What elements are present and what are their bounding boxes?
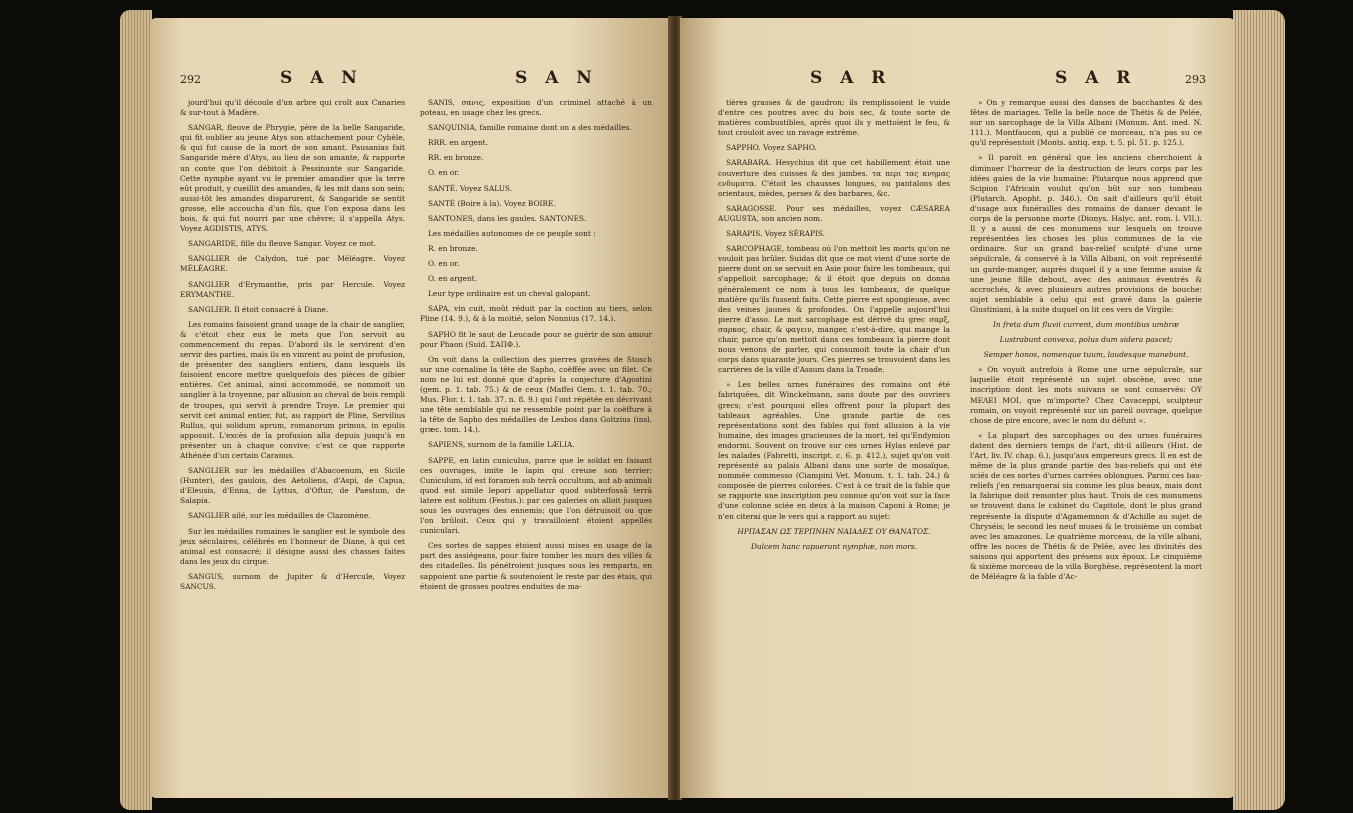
paragraph: SARCOPHAGE, tombeau où l'on mettoit les morts qu'on ne vouloit pas brûler. Suidas dit que ce mot vient d'une sorte de pierre dont on se servoit en Asie pour faire les tombeaux, qui s'appelloit sarcophage; & il étoit que depuis on donna généralement ce nom à tous les tombeaux, de quelque matière qu'ils fussent faits. Cette pierre est spongieuse, avec des veines jaunes & profondes. On l'appelle aujourd'hui pierre d'asso. Le mot sarcophage est dérivé du grec σαρξ, σαρκος, chair, & φαγειν, manger, c'est-à-dire, qui mange la chair, parce qu'on mettoit dans ces tombeaux la pierre dont nous venons de parler, qui consumoit toute la chair d'un corps dans quarante jours. Ces pierres se trouvoient dans les carrières de la ville d'Assum dans la Troade. xyxy=(718,244,950,375)
paragraph: Ces sortes de sappes étoient aussi mises en usage de la part des assiégeans, pour faire tomber les murs des villes & des citadelles. Ils pénétroient jusques sous les remparts, en sappoient une partie & soutenoient le reste par des étais, qui étoient de grosses poutres enduites de ma- xyxy=(420,541,652,591)
left-running-head-2: S A N xyxy=(515,68,598,88)
paragraph: SANGLIER. Il étoit consacré à Diane. xyxy=(188,304,329,314)
left-page-edges xyxy=(120,10,152,810)
paragraph: jourd'hui qu'il découle d'un arbre qui croît aux Canaries & sur-tout à Madère. xyxy=(180,98,405,118)
paragraph: SANGAR, fleuve de Phrygie, père de la belle Sangaride, qui fit oublier au jeune Atys son attachement pour Cybèle, & qui fut cause de la mort de son amant. Pausanias fait Sangaride mère d'Atys, au lieu de son amante, & rapporte un conte que l'on débitoit à Pessinunte sur Sangaride. Cette nymphe ayant vu le premier amandier que la terre eût produit, y cueillit des amandes, & les mit dans son sein; aussi-tôt les amandes disparurent, & Sangaride se sentit grosse, elle accoucha d'un fils, que l'on exposa dans les bois, & qui fut nourri par une chèvre; il s'appella Atys. Voyez AGDISTIS, ATYS. xyxy=(180,123,405,234)
paragraph: Lustrabunt convexa, polus dum sidera pascet; xyxy=(999,335,1173,345)
paragraph: « La plupart des sarcophages ou des urnes funéraires datent des derniers temps de l'art, dit-il ailleurs (Hist. de l'Art, liv. IV. chap. 6.), jusqu'aux empereurs grecs. Il en est de même de la plus grande partie des bas-reliefs qui ont été sciés de ces sortes d'urnes carrées oblongues. Parmi ces bas-reliefs j'en remarquerai six comme les plus beaux, mais dont la fabrique doit remonter plus haut. Trois de ces monumens se trouvent dans le cabinet du Capitole, dont le plus grand représente la dispute d'Agamemnon & d'Achille au sujet de Chryséis; le second les neuf muses & le troisième un combat avec les amazones. Le quatrième morceau, de la ville albani, offre les noces de Thétis & de Pelée, avec les divinités des saisons qui apportent des présens aux époux. Le cinquième & sixième morceau de la villa Borghèse, représentent la mort de Méléagre & la fable d'Ac- xyxy=(970,430,1202,582)
paragraph: SANTÉ (Boire à la). Voyez BOIRE. xyxy=(428,198,556,208)
paragraph: O. en or. xyxy=(428,259,460,269)
paragraph: SAPA, vin cuit, moût réduit par la coction au tiers, selon Pline (14. 9.), & à la moitié, selon Nonnius (17. 14.). xyxy=(420,304,652,324)
paragraph: » On y remarque aussi des danses de bacchantes & des fêtes de mariages. Telle la belle noce de Thétis & de Pelée, sur un sarcophage de la Villa Albani (Monum. Ant. ined. N. 111.). Montfaucon, qui a publié ce morceau, n'a pas su ce qu'il représentoit (Monts. antiq. exp. t. 5. pl. 51. p. 125.). xyxy=(970,98,1202,148)
right-page-edges xyxy=(1233,10,1285,810)
right-column-2 xyxy=(970,98,1202,587)
paragraph: SARAPIS. Voyez SÉRAPIS. xyxy=(726,229,825,239)
right-page-number: 293 xyxy=(1185,73,1206,86)
left-column-2 xyxy=(420,98,652,597)
paragraph: SAPIENS, surnom de la famille LÆLIA. xyxy=(428,440,575,450)
paragraph: » On voyoit autrefois à Rome une urne sépulcrale, sur laquelle étoit représenté un sujet obscène, avec une inscription dont les mots suivans se sont conservés: ΟΥ ΜΕΛΕΙ ΜΟΙ, que m'importe? Chez Cavaceppi, sculpteur romain, on voyoit représenté sur un pareil ouvrage, quelque chose de pire encore, avec le nom du défunt «. xyxy=(970,365,1202,425)
paragraph: RR. en bronze. xyxy=(428,153,484,163)
right-running-head-2: S A R xyxy=(1055,68,1137,88)
paragraph: SAPPHO. Voyez SAPHO. xyxy=(726,143,817,153)
paragraph: SARAGOSSE. Pour ses médailles, voyez CÆSAREA AUGUSTA, son ancien nom. xyxy=(718,203,950,223)
paragraph: O. en argent. xyxy=(428,274,477,284)
paragraph: SANGLIER de Calydon, tué par Méléagre. Voyez MÉLÉAGRE. xyxy=(180,254,405,274)
paragraph: SANGLIER sur les médailles d'Abacoenum, en Sicile (Hunter), des gaulois, des Aetoliens, d'Aspi, de Capua, d'Eleusis, d'Enna, de Lyttus, d'Oftur, de Paestum, de Salapia. xyxy=(180,466,405,506)
paragraph: On voit dans la collection des pierres gravées de Stosch sur une cornaline la tête de Sapho, coëffée avec un filet. Ce nom ne lui est donné que d'après la conjecture d'Agostini (gem. p. 1. tab. 75.) & de ceux (Maffei Gem. t. 1. tab. 70.; Mus. Flor. t. 1. tab. 37. n. 8. 9.) qui l'ont répétée en décrivant une tête semblable qui ne ressemble point par la coëffure à la tête de Sapho des médailles de Lesbos dans Goltzius (insl. græc. tom. 14.). xyxy=(420,354,652,435)
paragraph: Semper honos, nomenque tuum, laudesque manebunt. xyxy=(983,350,1189,360)
left-page-number: 292 xyxy=(180,73,201,86)
paragraph: SANTONES, dans les gaules. SANTONES. xyxy=(428,213,587,223)
paragraph: SANQUINIA, famille romaine dont on a des médailles. xyxy=(428,123,632,133)
paragraph: R. en bronze. xyxy=(428,243,478,253)
paragraph: SARABARA. Hesychius dit que cet habillement étoit une couverture des cuisses & des jambes. τα περι τας κνημας ενδυματα. C'étoit les chausses longues, ou pantalons des orientaux, mèdes, perses & des barbares, &c. xyxy=(718,158,950,198)
paragraph: In freta dum fluvii current, dum montibus umbræ xyxy=(993,319,1179,329)
left-column-1 xyxy=(180,98,405,597)
paragraph: SANIS, σανις, exposition d'un criminel attaché à un poteau, en usage chez les grecs. xyxy=(420,98,652,118)
paragraph: SANGUS, surnom de Jupiter & d'Hercule, Voyez SANCUS. xyxy=(180,571,405,592)
paragraph: SANGLIER ailé, sur les médailles de Clazomène. xyxy=(188,511,371,521)
paragraph: SAPHO fit le saut de Leucade pour se guérir de son amour pour Phaon (Suid. ΣΑΠΦ.). xyxy=(420,329,652,349)
right-running-head-1: S A R xyxy=(810,68,892,88)
paragraph: Sur les médailles romaines le sanglier est le symbole des jeux séculaires, célébrés en l'honneur de Diane, à qui cet animal est consacré; il désigne aussi des chasses faites dans les jeux du cirque. xyxy=(180,526,405,566)
paragraph: Les romains faisoient grand usage de la chair de sanglier, & c'étoit chez eux le mets que l'on servoit au commencement du repas. D'abord ils le servirent d'en servir des parties, mais ils en vinrent au point de profusion, de présenter des sangliers entiers, dans lesquels ils faisoient encore mettre quelquefois des pièces de gibier entières. Cet animal, ainsi accommodé, se nommoit un sanglier à la troyenne, par allusion au cheval de bois rempli de troupes, qui servit à prendre Troye. Le premier qui servit cet animal entier, fut, au rapport de Pline, Servilius Rullus, qui solidum aprum, romanorum primus, in epulis apposuit. L'excès de la profusion alla depuis jusqu'à en présenter un à chaque convive; c'est ce que rapporte Athénée d'un certain Caranus. xyxy=(180,319,406,460)
right-page xyxy=(680,18,1235,798)
paragraph: RRR. en argent. xyxy=(428,138,488,148)
paragraph: SANTÉ. Voyez SALUS. xyxy=(428,183,513,193)
paragraph: SAPPE, en latin cuniculus, parce que le soldat en faisant ces ouvrages, imite le lapin qui creuse son terrier: Cuniculum, id est foramen sub terrâ occultum, aut ab animali quod est simile lepori appellatur quod subterfossâ terrâ latere est solitum (Festus.): par ces galeries on alloit jusques sous les ouvrages des ennemis; que l'on détruisoit ou que l'on brûloit. Ceux qui y travailloient étoient appellés cuniculari. xyxy=(420,455,652,536)
paragraph: O. en or. xyxy=(428,168,460,178)
paragraph: » Il paroît en général que les anciens cherchoient à diminuer l'horreur de la destruction de leurs corps par les idées gaies de la vie humaine: Plutarque nous apprend que Scipion l'Africain voulut qu'on bût sur son tombeau (Plutarch. Apopht. p. 346.). On sait d'ailleurs qu'il étoit d'usage aux funérailles des romains de danser devant le corps de la personne morte (Dionys. Halyc. ant. rom. l. VII.). Il y a aussi de ces monumens sur lesquels on trouve représentées les choses les plus communes de la vie ordinaire. Sur un grand bas-relief sculpté d'une urne sépulcrale, & conservé à la Villa Albani, on voit représenté un garde-manger, auprès duquel il y a une femme assise & une jeune fille debout, avec des animaux éventrés & accrochés, & avec plusieurs autres provisions de bouche: sujet semblable à celui qui est gravé dans la galerie Giustiniani, à la suite duquel on lit ces vers de Virgile: xyxy=(970,153,1202,314)
paragraph: Leur type ordinaire est un cheval galopant. xyxy=(428,289,591,299)
paragraph: ΗΡΠΑΣΑΝ ΩΣ ΤΕΡΠΝΗΝ ΝΑΙΑΔΕΣ ΟΥ ΘΑΝΑΤΟΣ. xyxy=(737,526,931,536)
paragraph: SANGARIDE, fille du fleuve Sangar. Voyez ce mot. xyxy=(188,239,377,249)
paragraph: Les médailles autonomes de ce peuple sont : xyxy=(428,228,596,238)
right-column-1 xyxy=(718,98,950,557)
left-running-head-1: S A N xyxy=(280,68,363,88)
paragraph: Dulcem hanc rapuerunt nymphæ, non mors. xyxy=(750,541,918,551)
paragraph: » Les belles urnes funéraires des romains ont été fabriquées, dit Winckelmann, sans doute par des ouvriers grecs; c'est pourquoi elles offrent pour la plupart des tableaux agréables. Une grande partie de ces représentations sont des fables qui font allusion à la vie humaine, des images gracieuses de la mort, tel qu'Endymion endormi. Souvent on trouve sur ces urnes Hylas enlevé par les naïades (Fabretti, inscript. c. 6. p. 412.), sujet qu'on voit représenté au palais Albani dans une sorte de mosaïque, nommée commesso (Ciampini Vet. Monum. t. 1. tab. 24.) & composée de pierres colorées. C'est à ce trait de la fable que se rapporte une inscription peu connue qu'on voit sur la face d'une colonne sciée en deux à la maison Caponi à Rome; je n'en citerai que le vers qui a rapport au sujet: xyxy=(718,380,950,521)
paragraph: SANGLIER d'Erymanthe, pris par Hercule. Voyez ERYMANTHE. xyxy=(180,279,405,299)
paragraph: tières grasses & de gaudron; ils remplissoient le vuide d'entre ces poutres avec du bois sec, & toute sorte de matières combustibles, après quoi ils y mettoient le feu, & tout crouloit avec un ravage extrême. xyxy=(718,98,950,138)
left-page xyxy=(150,18,672,798)
